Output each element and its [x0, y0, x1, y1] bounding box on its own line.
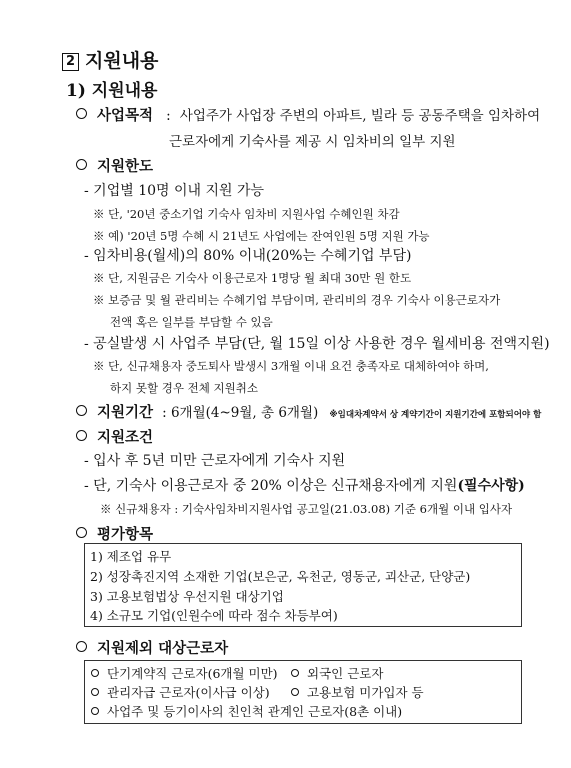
- excluded-item-5-text: 사업주 및 등기이사의 친인척 관계인 근로자(8촌 이내): [107, 704, 403, 719]
- circle-bullet-icon: [76, 641, 87, 652]
- excluded-heading: [76, 637, 228, 658]
- period-text: : 6개월(4~9월, 총 6개월): [162, 405, 319, 421]
- limit-note-2-2: ※ 보증금 및 월 관리비는 수혜기업 부담이며, 관리비의 경우 기숙사 이용근로자가: [93, 293, 501, 307]
- circle-bullet-icon: [76, 527, 87, 538]
- limit-note-2-1: ※ 단, 지원금은 기숙사 이용근로자 1명당 월 최대 30만 원 한도: [93, 271, 412, 285]
- period-line: [76, 401, 541, 422]
- purpose-separator: :: [166, 108, 171, 124]
- purpose-label: 사업목적: [97, 107, 154, 124]
- evaluation-label: 평가항목: [97, 526, 154, 543]
- limit-note-2-3: 전액 혹은 일부를 부담할 수 있음: [110, 315, 273, 329]
- evaluation-item-1: 1) 제조업 유무: [90, 549, 172, 564]
- excluded-item-2-text: 외국인 근로자: [307, 666, 384, 681]
- circle-bullet-icon: [76, 108, 87, 119]
- section-heading: [62, 46, 158, 73]
- condition-line-1: - 입사 후 5년 미만 근로자에게 기숙사 지원: [84, 453, 346, 469]
- evaluation-item-2: 2) 성장촉진지역 소재한 기업(보은군, 옥천군, 영동군, 괴산군, 단양군): [90, 569, 471, 584]
- subsection-title: 1) 지원내용: [66, 81, 158, 101]
- purpose-text-2: 근로자에게 기숙사를 제공 시 임차비의 일부 지원: [169, 134, 456, 150]
- purpose-line1: [76, 104, 540, 125]
- small-circle-bullet-icon: [91, 707, 99, 715]
- small-circle-bullet-icon: [291, 669, 299, 677]
- limit-item-1: - 기업별 10명 이내 지원 가능: [84, 183, 265, 199]
- circle-bullet-icon: [76, 430, 87, 441]
- period-label: 지원기간: [97, 404, 154, 421]
- condition-label: 지원조건: [97, 429, 154, 446]
- excluded-label: 지원제외 대상근로자: [97, 640, 229, 657]
- small-circle-bullet-icon: [91, 688, 99, 696]
- excluded-item-4: [291, 683, 424, 701]
- excluded-item-4-text: 고용보험 미가입자 등: [307, 685, 424, 700]
- limit-note-3-2: 하지 못할 경우 전체 지원취소: [110, 381, 258, 395]
- limit-heading: [76, 155, 153, 176]
- excluded-item-1-text: 단기계약직 근로자(6개월 미만): [107, 666, 278, 681]
- limit-item-2: - 임차비용(월세)의 80% 이내(20%는 수혜기업 부담): [84, 248, 412, 264]
- evaluation-heading: [76, 523, 153, 544]
- condition-required-tag: (필수사항): [457, 478, 525, 494]
- section-number-box: 2: [62, 53, 79, 71]
- limit-note-1-1: ※ 단, '20년 중소기업 기숙사 임차비 지원사업 수혜인원 차감: [93, 207, 400, 221]
- excluded-item-5: [91, 702, 402, 720]
- condition-line-2: [84, 475, 525, 495]
- excluded-item-1: [91, 664, 278, 682]
- evaluation-item-4: 4) 소규모 기업(인원수에 따라 점수 차등부여): [90, 608, 338, 623]
- limit-note-1-2: ※ 예) '20년 5명 수혜 시 21년도 사업에는 잔여인원 5명 지원 가능: [93, 229, 430, 243]
- condition-heading: [76, 426, 153, 447]
- excluded-item-2: [291, 664, 383, 682]
- circle-bullet-icon: [76, 159, 87, 170]
- excluded-item-3-text: 관리자급 근로자(이사급 이상): [107, 685, 270, 700]
- purpose-text-1: 사업주가 사업장 주변의 아파트, 빌라 등 공동주택을 임차하여: [179, 108, 541, 124]
- section-title: 지원내용: [85, 50, 159, 72]
- small-circle-bullet-icon: [91, 669, 99, 677]
- condition-line-2-text: - 단, 기숙사 이용근로자 중 20% 이상은 신규채용자에게 지원: [84, 478, 458, 494]
- small-circle-bullet-icon: [291, 688, 299, 696]
- limit-item-3: - 공실발생 시 사업주 부담(단, 월 15일 이상 사용한 경우 월세비용 전액지원): [84, 336, 550, 352]
- limit-note-3-1: ※ 단, 신규채용자 중도퇴사 발생시 3개월 이내 요건 충족자로 대체하여야 하며,: [93, 359, 489, 373]
- evaluation-item-3: 3) 고용보험법상 우선지원 대상기업: [90, 589, 284, 604]
- limit-label: 지원한도: [97, 158, 154, 175]
- excluded-item-3: [91, 683, 270, 701]
- condition-note: ※ 신규채용자 : 기숙사임차비지원사업 공고일(21.03.08) 기준 6개월 이내 입사자: [100, 502, 513, 516]
- circle-bullet-icon: [76, 405, 87, 416]
- period-note: ※임대차계약서 상 계약기간이 지원기간에 포함되어야 함: [329, 410, 542, 420]
